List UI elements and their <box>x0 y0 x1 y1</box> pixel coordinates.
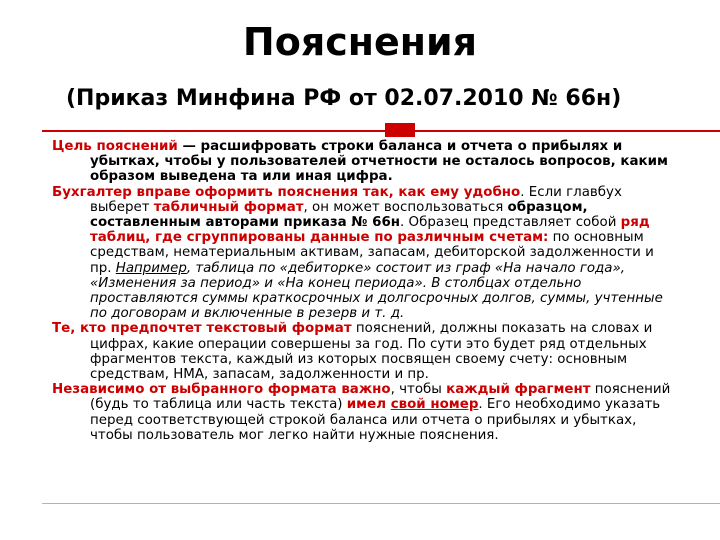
numbering-text-3: . Его необходимо указать перед соответствующей строкой баланса или отчета о прибылях и убытках, чтобы пользователь мог легко найти нужные пояснения. <box>90 397 661 443</box>
accountant-lead: Бухгалтер вправе оформить пояснения так, как ему удобно <box>52 184 521 200</box>
numbering-lead: Независимо от выбранного формата важно <box>52 382 391 398</box>
text-format-text: пояснений, должны показать на словах и цифрах, какие операции совершены за год. По сути это будет ряд отдельных фрагментов текста, каждый из которых посвящен своему счету: основным средствам, НМА, запасам, задолженности и пр. <box>90 321 653 383</box>
paragraph-text-format <box>52 321 672 382</box>
accountant-text-3: . Образец представляет собой <box>400 215 621 231</box>
numbering-text-1: , чтобы <box>390 382 447 398</box>
paragraph-numbering <box>52 382 672 443</box>
sample-reference: образцом, составленным авторами приказа № 66н <box>90 199 588 231</box>
has-number-highlight: имел <box>346 397 391 413</box>
accountant-text-2: , он может воспользоваться <box>303 199 508 215</box>
table-series-highlight: ряд таблиц, где сгруппированы данные по различным счетам: <box>90 215 650 246</box>
numbering-text-2: пояснений (будь то таблица или часть текста) <box>90 382 671 413</box>
page-subtitle: (Приказ Минфина РФ от 02.07.2010 № 66н) <box>66 86 622 111</box>
text-format-lead: Те, кто предпочтет текстовый формат <box>52 321 352 337</box>
example-word: Например <box>115 260 187 276</box>
header-divider <box>42 130 720 132</box>
accountant-text-4: по основным средствам, нематериальным активам, запасам, дебиторской задолженности и пр. <box>90 230 654 276</box>
page-title: Пояснения <box>242 20 478 64</box>
paragraph-accountant <box>52 185 672 322</box>
purpose-text: — расшифровать строки баланса и отчета о прибылях и убытках, чтобы у пользователей отчетности не осталось вопросов, каким образом выведена та или иная цифра. <box>90 139 668 185</box>
content-body <box>52 139 672 443</box>
example-text: , таблица по «дебиторке» состоит из граф «На начало года», «Изменения за период» и «На конец периода». В столбцах отдельно проставляются суммы краткосрочных и долгосрочных долгов, суммы, учтенные по договорам и включенные в резерв и т. д. <box>90 260 663 322</box>
table-format-highlight: табличный формат <box>153 199 304 215</box>
each-fragment-highlight: каждый фрагмент <box>446 382 591 398</box>
purpose-lead: Цель пояснений <box>52 139 178 154</box>
accountant-text-1: . Если главбух выберет <box>90 184 622 215</box>
own-number-highlight: свой номер <box>390 397 479 413</box>
paragraph-purpose <box>52 139 672 185</box>
footer-divider <box>42 503 720 504</box>
